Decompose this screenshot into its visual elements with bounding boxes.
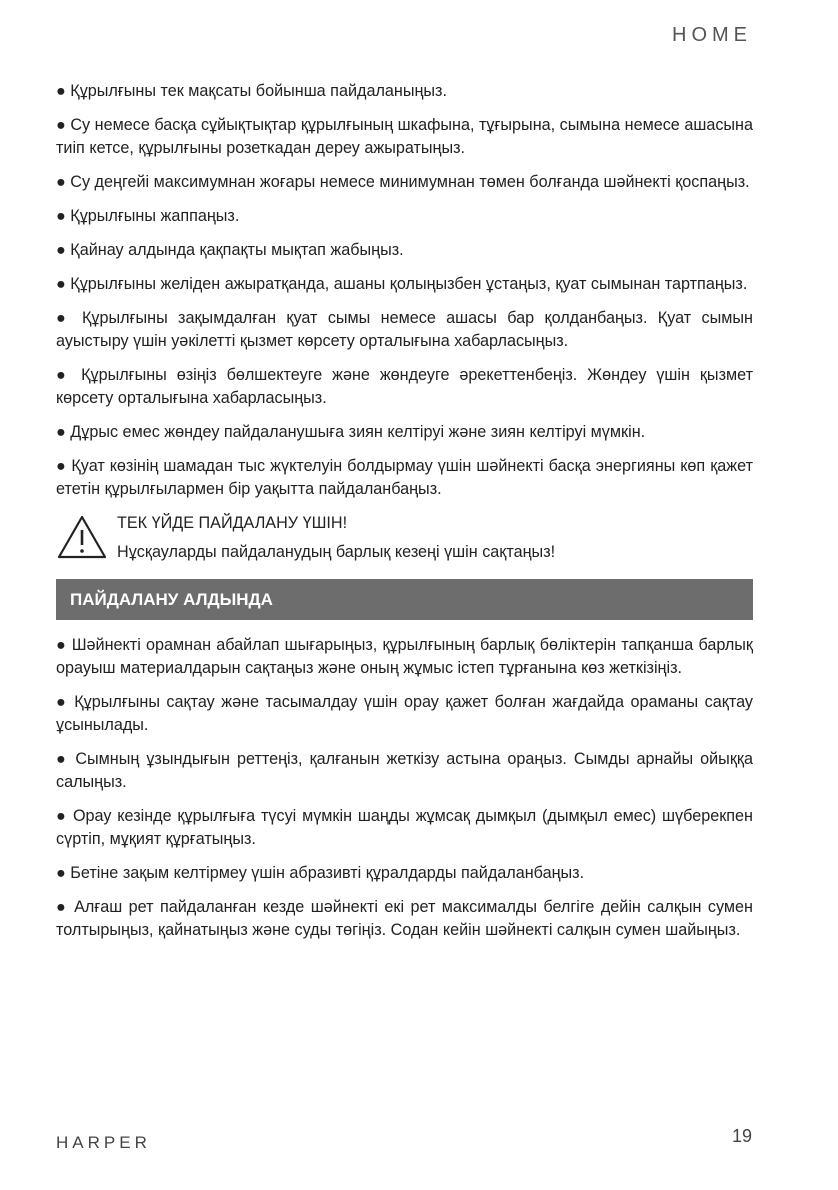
page-content: [56, 80, 753, 953]
list-item: ● Дұрыс емес жөндеу пайдаланушыға зиян келтіруі және зиян келтіруі мүмкін.: [56, 423, 646, 441]
list-item: ● Су деңгейі максимумнан жоғары немесе минимумнан төмен болғанда шәйнекті қоспаңыз.: [56, 173, 750, 191]
section-header: ПАЙДАЛАНУ АЛДЫНДА: [56, 579, 753, 620]
warning-triangle-icon: [56, 514, 108, 560]
list-item: ● Орау кезінде құрылғыға түсуі мүмкін шаңды жұмсақ дымқыл (дымқыл емес) шүберекпен сүртіп, мұқият құрғатыңыз.: [56, 807, 753, 848]
list-item: ● Құрылғыны зақымдалған қуат сымы немесе ашасы бар қолданбаңыз. Қуат сымын ауыстыру үшін уәкілетті қызмет көрсету орталығына хабарласыңыз.: [56, 309, 753, 350]
list-item: ● Құрылғыны жаппаңыз.: [56, 207, 240, 225]
list-item: ● Құрылғыны желіден ажыратқанда, ашаны қолыңызбен ұстаңыз, қуат сымынан тартпаңыз.: [56, 275, 748, 293]
list-item: ● Құрылғыны өзіңіз бөлшектеуге және жөндеуге әрекеттенбеңіз. Жөндеу үшін қызмет көрсету орталығына хабарласыңыз.: [56, 366, 753, 407]
header-brand: HOME: [672, 24, 752, 46]
warning-title: ТЕК ҮЙДЕ ПАЙДАЛАНУ ҮШІН!: [117, 514, 348, 532]
harper-logo-text: HARPER: [56, 1133, 151, 1152]
warning-block: [56, 512, 753, 568]
list-item: ● Қуат көзінің шамадан тыс жүктелуін болдырмау үшін шәйнекті басқа энергияны көп қажет ететін құрылғылармен бір уақытта пайдаланбаңыз.: [56, 457, 753, 498]
list-item: ● Су немесе басқа сұйықтықтар құрылғының шкафына, тұғырына, сымына немесе ашасына тиіп кетсе, құрылғыны розеткадан дереу ажыратыңыз.: [56, 116, 753, 157]
list-item: ● Сымның ұзындығын реттеңіз, қалғанын жеткізу астына ораңыз. Сымды арнайы ойыққа салыңыз.: [56, 750, 753, 791]
list-item: ● Шәйнекті орамнан абайлап шығарыңыз, құрылғының барлық бөліктерін тапқанша барлық орауыш материалдарын сақтаңыз және оның жұмыс істеп тұрғанына көз жеткізіңіз.: [56, 636, 753, 677]
list-item: ● Алғаш рет пайдаланған кезде шәйнекті екі рет максималды белгіге дейін салқын сумен толтырыңыз, қайнатыңыз және суды төгіңіз. Содан кейін шәйнекті салқын сумен шайыңыз.: [56, 898, 753, 939]
list-item: ● Құрылғыны тек мақсаты бойынша пайдаланыңыз.: [56, 82, 447, 100]
page-number: 19: [731, 1126, 752, 1146]
list-item: ● Бетіне зақым келтірмеу үшін абразивті құралдарды пайдаланбаңыз.: [56, 864, 585, 882]
warning-text: Нұсқауларды пайдаланудың барлық кезеңі үшін сақтаңыз!: [117, 543, 556, 561]
harper-logo: [56, 1128, 168, 1154]
list-item: ● Құрылғыны сақтау және тасымалдау үшін орау қажет болған жағдайда ораманы сақтау ұсынылады.: [56, 693, 753, 734]
list-item: ● Қайнау алдында қақпақты мықтап жабыңыз.: [56, 241, 404, 259]
